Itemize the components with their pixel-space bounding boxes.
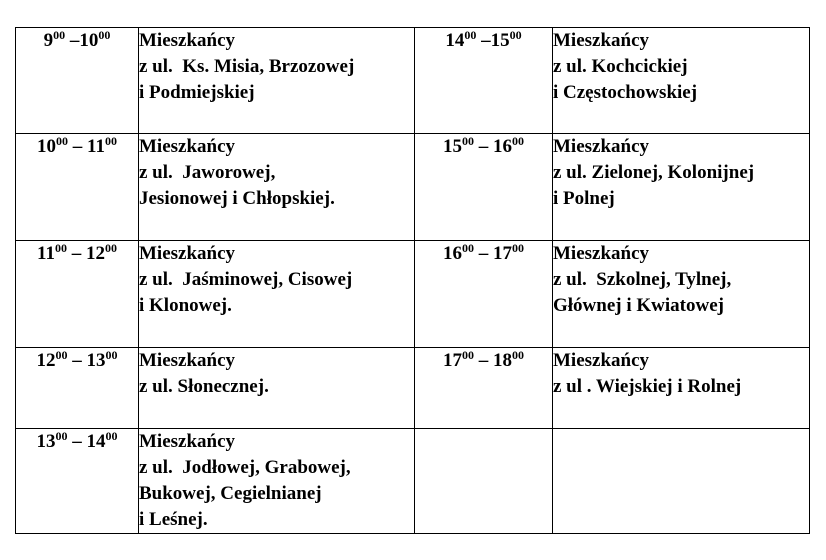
residents-line: Mieszkańcy — [553, 243, 650, 264]
residents-cell — [553, 241, 810, 348]
table-row — [16, 241, 810, 348]
time-slot-cell — [16, 134, 139, 241]
start-minutes: 00 — [462, 241, 474, 255]
streets-line: Jesionowej i Chłopskiej. — [139, 188, 335, 209]
time-slot-cell — [16, 28, 139, 134]
streets-line: Głównej i Kwiatowej — [553, 295, 724, 316]
schedule-table — [15, 27, 810, 534]
residents-line: Mieszkańcy — [139, 136, 236, 157]
start-minutes: 00 — [53, 28, 66, 42]
time-separator: – — [474, 350, 493, 371]
start-minutes: 00 — [464, 28, 477, 42]
end-hour: 11 — [87, 136, 105, 157]
time-slot-cell — [415, 28, 553, 134]
streets-line: i Leśnej. — [139, 509, 208, 530]
streets-line: i Podmiejskiej — [139, 82, 255, 103]
residents-cell — [553, 134, 810, 241]
time-slot-cell — [415, 134, 553, 241]
start-hour: 16 — [443, 243, 462, 264]
end-minutes: 00 — [512, 241, 524, 255]
start-minutes: 00 — [56, 134, 69, 148]
streets-line: z ul. Kochcickiej — [553, 56, 688, 77]
time-separator: – — [474, 243, 493, 264]
residents-line: Mieszkańcy — [139, 431, 236, 452]
start-minutes: 00 — [55, 429, 68, 443]
streets-line: z ul. Jaworowej, — [139, 162, 276, 183]
streets-line: z ul. Szkolnej, Tylnej, — [553, 269, 732, 290]
residents-cell — [553, 28, 810, 134]
end-hour: 17 — [493, 243, 512, 264]
start-hour: 15 — [443, 136, 462, 157]
end-minutes: 00 — [105, 348, 118, 362]
time-slot-cell — [16, 241, 139, 348]
start-hour: 10 — [37, 136, 57, 157]
start-hour: 17 — [443, 350, 462, 371]
residents-cell — [139, 348, 415, 429]
time-separator: – — [67, 431, 87, 452]
table-row — [16, 134, 810, 241]
end-minutes: 00 — [105, 429, 118, 443]
end-hour: 15 — [490, 30, 510, 51]
end-minutes: 00 — [98, 28, 111, 42]
streets-line: z ul. Jaśminowej, Cisowej — [139, 269, 353, 290]
start-minutes: 00 — [54, 241, 67, 255]
start-hour: 9 — [43, 30, 54, 51]
streets-line: z ul. Zielonej, Kolonijnej — [553, 162, 755, 183]
time-separator: – — [474, 136, 493, 157]
residents-line: Mieszkańcy — [553, 30, 650, 51]
time-separator: – — [65, 30, 80, 51]
end-hour: 16 — [493, 136, 512, 157]
residents-cell — [139, 134, 415, 241]
end-hour: 12 — [85, 243, 105, 264]
residents-line: Mieszkańcy — [139, 243, 236, 264]
start-hour: 12 — [36, 350, 56, 371]
streets-line: i Klonowej. — [139, 295, 232, 316]
start-minutes: 00 — [462, 134, 474, 148]
residents-cell — [553, 348, 810, 429]
time-separator: – — [67, 350, 87, 371]
end-hour: 13 — [86, 350, 106, 371]
residents-line: Mieszkańcy — [139, 350, 236, 371]
start-minutes: 00 — [462, 348, 474, 362]
end-hour: 10 — [79, 30, 99, 51]
table-row — [16, 348, 810, 429]
residents-line: Mieszkańcy — [553, 350, 650, 371]
time-slot-cell — [16, 429, 139, 534]
end-hour: 18 — [493, 350, 512, 371]
residents-cell — [139, 28, 415, 134]
streets-line: i Częstochowskiej — [553, 82, 698, 103]
residents-cell — [139, 241, 415, 348]
time-separator: – — [66, 243, 86, 264]
streets-line: i Polnej — [553, 188, 615, 209]
time-separator: – — [476, 30, 491, 51]
time-separator: – — [68, 136, 88, 157]
time-slot-cell — [415, 348, 553, 429]
empty-cell — [415, 429, 553, 534]
streets-line: Bukowej, Cegielnianej — [139, 483, 322, 504]
end-minutes: 00 — [512, 134, 524, 148]
end-minutes: 00 — [509, 28, 522, 42]
end-minutes: 00 — [104, 241, 117, 255]
start-minutes: 00 — [55, 348, 68, 362]
residents-line: Mieszkańcy — [553, 136, 650, 157]
start-hour: 14 — [445, 30, 465, 51]
streets-line: z ul. Jodłowej, Grabowej, — [139, 457, 351, 478]
streets-line: z ul . Wiejskiej i Rolnej — [553, 376, 742, 397]
residents-cell — [139, 429, 415, 534]
time-slot-cell — [16, 348, 139, 429]
streets-line: z ul. Słonecznej. — [139, 376, 269, 397]
streets-line: z ul. Ks. Misia, Brzozowej — [139, 56, 355, 77]
table-row — [16, 28, 810, 134]
table-row — [16, 429, 810, 534]
empty-cell — [553, 429, 810, 534]
start-hour: 13 — [36, 431, 56, 452]
start-hour: 11 — [37, 243, 55, 264]
end-minutes: 00 — [104, 134, 117, 148]
end-hour: 14 — [86, 431, 106, 452]
time-slot-cell — [415, 241, 553, 348]
end-minutes: 00 — [512, 348, 524, 362]
residents-line: Mieszkańcy — [139, 30, 236, 51]
